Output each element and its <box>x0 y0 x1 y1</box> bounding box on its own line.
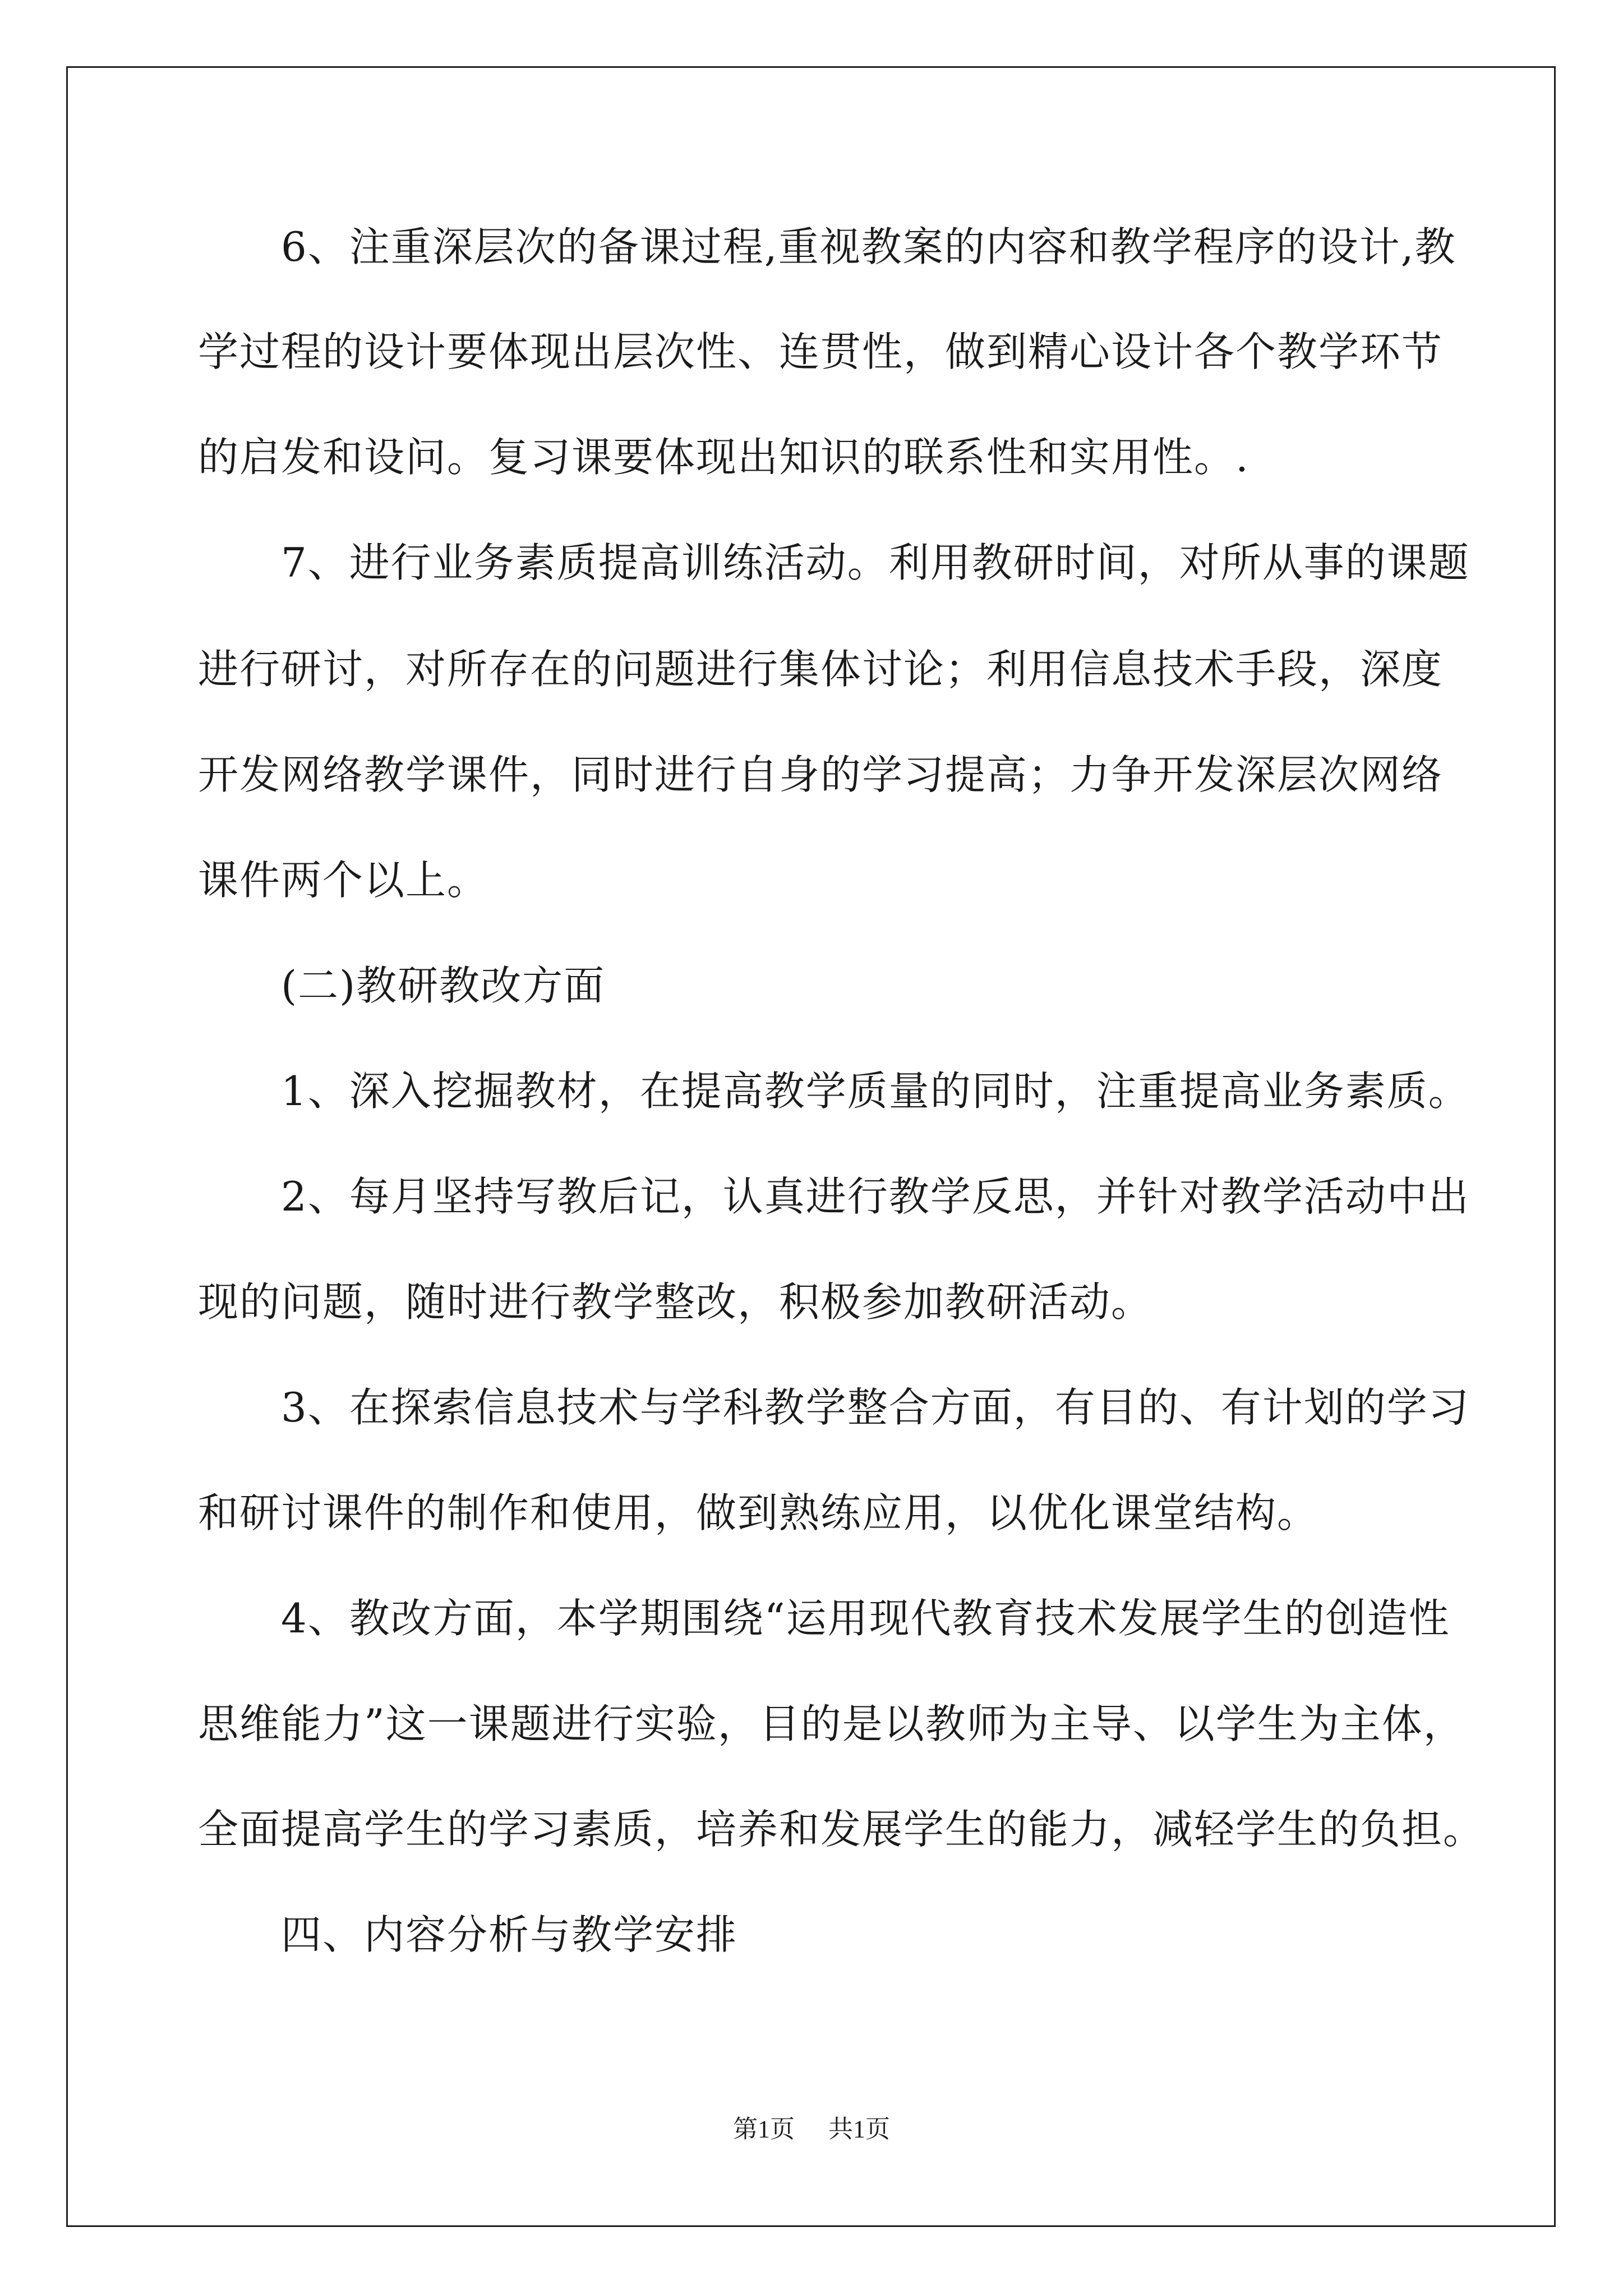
item-2-line-1: 2、每月坚持写教后记，认真进行教学反思，并针对教学活动中出 <box>281 1173 1470 1220</box>
paragraph-7-line-1: 7、进行业务素质提高训练活动。利用教研时间，对所从事的课题 <box>281 539 1470 586</box>
paragraph-6-line-2: 学过程的设计要体现出层次性、连贯性，做到精心设计各个教学环节 <box>198 328 1444 375</box>
section-heading-teaching-research: (二)教研教改方面 <box>281 962 606 1009</box>
paragraph-7-line-3: 开发网络教学课件，同时进行自身的学习提高；力争开发深层次网络 <box>198 751 1444 798</box>
item-4-line-3: 全面提高学生的学习素质，培养和发展学生的能力，减轻学生的负担。 <box>198 1806 1485 1853</box>
paragraph-7-line-2: 进行研讨，对所存在的问题进行集体讨论；利用信息技术手段，深度 <box>198 646 1444 693</box>
page-number-current: 第1页 <box>733 2115 795 2143</box>
item-4-line-1: 4、教改方面，本学期围绕“运用现代教育技术发展学生的创造性 <box>281 1595 1450 1642</box>
item-2-line-2: 现的问题，随时进行教学整改，积极参加教研活动。 <box>198 1278 1153 1326</box>
item-3-line-2: 和研讨课件的制作和使用，做到熟练应用，以优化课堂结构。 <box>198 1489 1319 1536</box>
paragraph-7-line-4: 课件两个以上。 <box>198 857 489 904</box>
page-number-total: 共1页 <box>828 2115 890 2143</box>
section-heading-content-analysis: 四、内容分析与教学安排 <box>281 1911 738 1958</box>
paragraph-6-line-1: 6、注重深层次的备课过程,重视教案的内容和教学程序的设计,教 <box>281 223 1456 270</box>
item-3-line-1: 3、在探索信息技术与学科教学整合方面，有目的、有计划的学习 <box>281 1384 1470 1431</box>
paragraph-6-line-3: 的启发和设问。复习课要体现出知识的联系性和实用性。. <box>198 434 1249 481</box>
item-1: 1、深入挖掘教材，在提高教学质量的同时，注重提高业务素质。 <box>281 1068 1470 1115</box>
page-footer <box>0 2114 1623 2145</box>
item-4-line-2: 思维能力”这一课题进行实验，目的是以教师为主导、以学生为主体， <box>198 1700 1465 1747</box>
page-border <box>66 66 1556 2227</box>
